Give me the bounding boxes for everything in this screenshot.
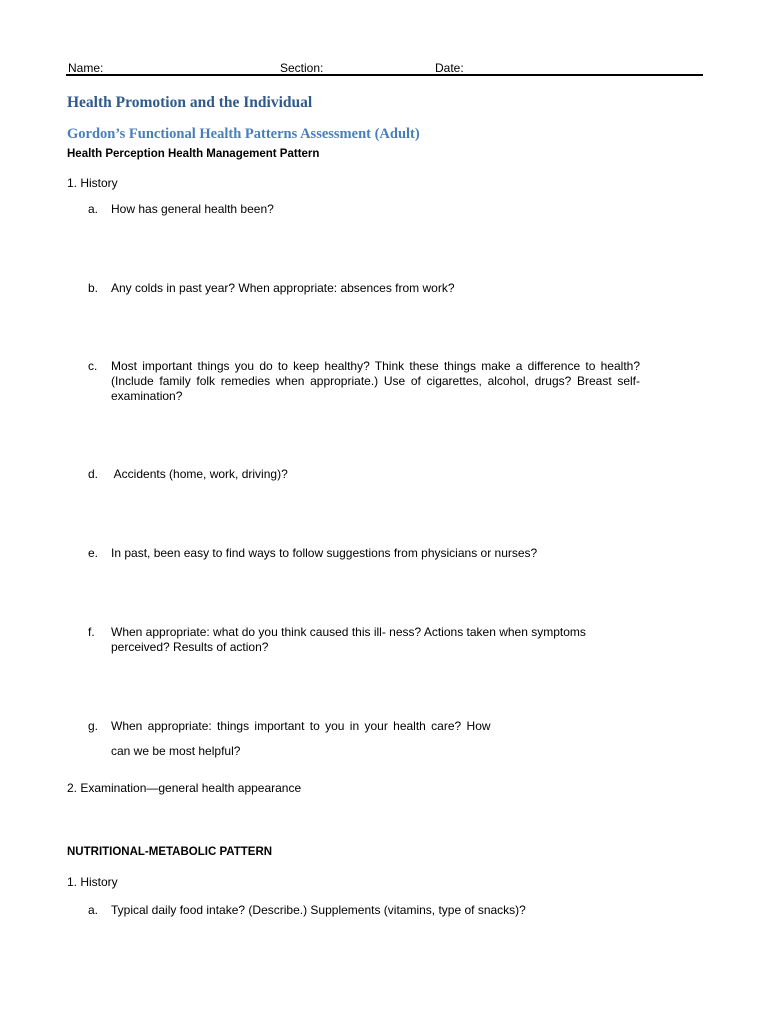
item-letter: a. xyxy=(88,202,99,216)
history-label: 1. History xyxy=(67,875,118,889)
item-letter: d. xyxy=(88,467,99,481)
item-letter: c. xyxy=(88,359,98,373)
item-letter: a. xyxy=(88,903,99,917)
item-letter: e. xyxy=(88,546,99,560)
header-rule xyxy=(66,74,703,76)
item-text: How has general health been? xyxy=(111,202,274,216)
item-letter: b. xyxy=(88,281,99,295)
item-text: When appropriate: things important to you in your health care? How xyxy=(111,719,491,733)
item-text: When appropriate: what do you think caused this ill- ness? Actions taken when symptoms perceived? Results of action? xyxy=(111,625,586,654)
item-letter: g. xyxy=(88,719,99,733)
name-label: Name: xyxy=(68,61,104,75)
examination-label: 2. Examination—general health appearance xyxy=(67,781,302,795)
item-text-continuation: can we be most helpful? xyxy=(111,744,241,758)
item-text: Typical daily food intake? (Describe.) Supplements (vitamins, type of snacks)? xyxy=(111,903,526,917)
pattern-heading-health-perception: Health Perception Health Management Pattern xyxy=(67,148,320,160)
history-label: 1. History xyxy=(67,176,118,190)
section-label: Section: xyxy=(280,61,324,75)
document-subtitle: Gordon’s Functional Health Patterns Assessment (Adult) xyxy=(67,126,420,142)
date-label: Date: xyxy=(435,61,464,75)
item-text: In past, been easy to find ways to follow suggestions from physicians or nurses? xyxy=(111,546,538,560)
item-text: Most important things you do to keep healthy? Think these things make a difference to health? (Include family folk remedies when appropriate.) Use of cigarettes, alcohol, drugs? Breast self-examination? xyxy=(111,359,640,403)
item-letter: f. xyxy=(88,625,95,639)
item-text: Accidents (home, work, driving)? xyxy=(111,467,288,481)
document-title: Health Promotion and the Individual xyxy=(67,94,313,111)
pattern-heading-nutritional-metabolic: NUTRITIONAL-METABOLIC PATTERN xyxy=(67,846,273,858)
item-text: Any colds in past year? When appropriate: absences from work? xyxy=(111,281,455,295)
